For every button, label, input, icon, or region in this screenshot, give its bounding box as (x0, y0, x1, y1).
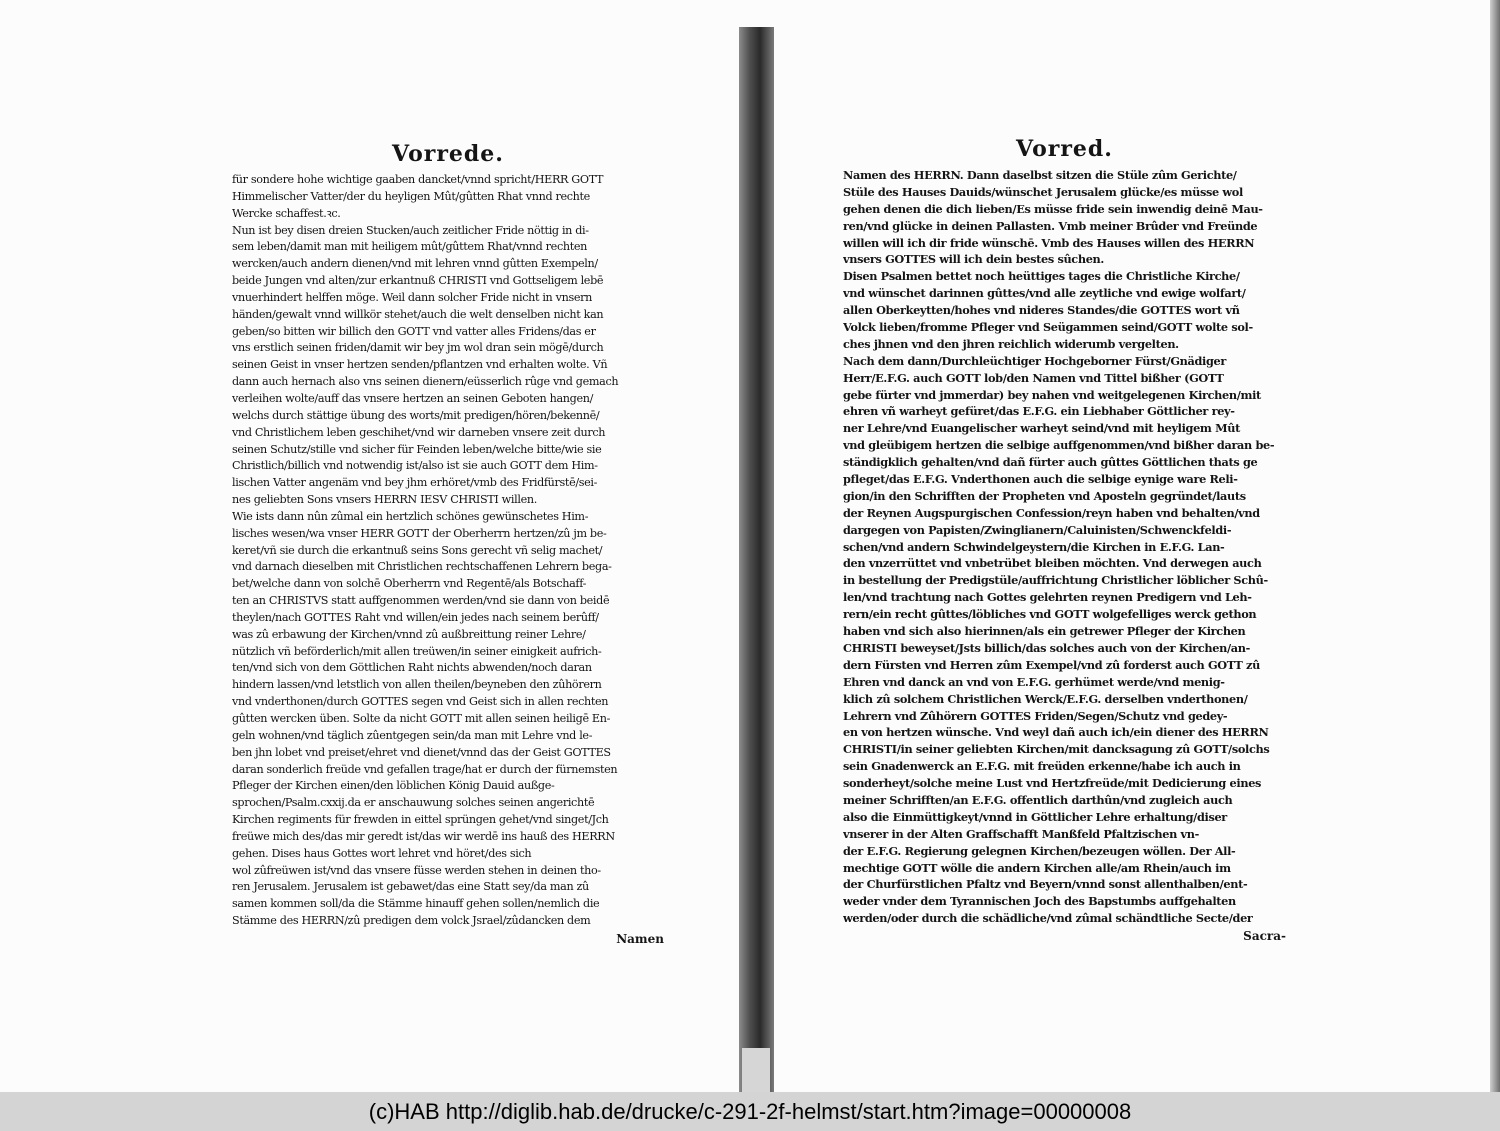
right-page-text-line: der Churfürstlichen Pfaltz vnd Beyern/vnnd sonst allenthalben/ent- (843, 877, 1248, 892)
left-page-text-line: vnd darnach dieselben mit Christlichen rechtschaffenen Lehrern bega- (232, 560, 612, 574)
right-page-text-line: mechtige GOTT wölle die andern Kirchen alle/am Rhein/auch im (843, 860, 1231, 875)
right-page-text-line: der E.F.G. Regierung gelegnen Kirchen/bezeugen wöllen. Der All- (843, 843, 1236, 858)
right-page-text-line: dern Fürsten vnd Herren zûm Exempel/vnd zû forderst auch GOTT zû (843, 657, 1260, 672)
left-page-text-line: ren Jerusalem. Jerusalem ist gebawet/das eine Statt sey/da man zû (232, 880, 589, 894)
right-page (843, 135, 1286, 945)
right-page-text-line: vnd wünschet darinnen gûttes/vnd alle zeytliche vnd ewige wolfart/ (843, 286, 1246, 301)
left-page-text-line: lischen Vatter angenäm vnd bey jhm erhöret/vmb des Fridfürstē/sei- (232, 476, 598, 490)
left-page-text-line: wol zûfreüwen ist/vnd das vnsere füsse werden stehen in deinen tho- (232, 863, 601, 877)
left-page-text-line: sem leben/damit man mit heiligem mût/gûttem Rhat/vnnd rechten (232, 240, 587, 254)
left-page-text-line: Himmelischer Vatter/der du heyligen Mût/gûtten Rhat vnnd rechte (232, 189, 590, 203)
right-page-text-line: gebe fürter vnd jmmerdar) bey nahen vnd weitgelegenen Kirchen/mit (843, 387, 1261, 402)
left-page-text-line: vns erstlich seinen friden/damit wir bey jm wol dran sein mögē/durch (232, 341, 604, 355)
right-page-text-line: sein Gnadenwerck an E.F.G. mit freüden erkenne/habe ich auch in (843, 759, 1241, 774)
right-page-text-line: Lehrern vnd Zûhörern GOTTES Friden/Segen/Schutz vnd gedey- (843, 708, 1228, 723)
left-page-text-line: ten/vnd sich von dem Göttlichen Raht nichts abwenden/noch daran (232, 661, 592, 675)
right-page-text-line: den vnzerrüttet vnd vnbetrübet bleiben möchten. Vnd derwegen auch (843, 556, 1262, 571)
left-page-text-line: Wercke schaffest.ꝛc. (232, 206, 341, 220)
left-page-text-line: Kirchen regiments für frewden in eittel sprüngen gehet/vnd singet/Jch (232, 813, 609, 827)
left-page-text-line: Stämme des HERRN/zû predigen dem volck Jsrael/zûdancken dem (232, 914, 591, 928)
right-page-text-line: sonderheyt/solche meine Lust vnd Hertzfreüde/mit Dedicierung eines (843, 776, 1262, 791)
right-page-catchword: Sacra- (1243, 929, 1286, 944)
left-page-text-line: daran sonderlich freüde vnd gefallen trage/hat er durch der fürnemsten (232, 762, 618, 776)
left-page-text-line: Christlich/billich vnd notwendig ist/also ist sie auch GOTT dem Him- (232, 459, 598, 473)
right-page-text-line: ner Lehre/vnd Euangelischer warheyt seind/vnd mit heyligem Mût (843, 421, 1241, 436)
right-page-text-line: dargegen von Papisten/Zwinglianern/Caluinisten/Schwenckfeldi- (843, 522, 1232, 537)
left-page-text-line: hindern lassen/vnd letstlich von allen theilen/beyneben den zûhörern (232, 678, 602, 692)
right-page-text-line: rern/ein recht gûttes/löbliches vnd GOTT wolgefelliges werck gethon (843, 607, 1257, 622)
right-page-text-line: CHRISTI beweyset/Jsts billich/das solches auch von der Kirchen/an- (843, 640, 1250, 655)
left-page-text-line: sprochen/Psalm.cxxij.da er anschauwung solches seinen angerichtē (232, 796, 595, 810)
right-page-text-line: Disen Psalmen bettet noch heüttiges tages die Christliche Kirche/ (843, 269, 1240, 284)
left-page-text-line: welchs durch stättige übung des worts/mit predigen/hören/bekennē/ (232, 408, 600, 422)
left-page-text-line: seinen Schutz/stille vnd sicher für Feinden leben/welche bitte/wie sie (232, 442, 602, 456)
right-page-heading: Vorred. (1016, 136, 1113, 162)
left-page-text-line: geln wohnen/vnd täglich zûentgegen sein/da man mit Lehre vnd le- (232, 728, 593, 742)
right-page-text-line: haben vnd sich also hierinnen/als ein getrewer Pfleger der Kirchen (843, 624, 1246, 639)
right-page-text-line: klich zû solchem Christlichen Werck/E.F.G. derselben vnderthonen/ (843, 691, 1248, 706)
footer-url-text: (c)HAB http://diglib.hab.de/drucke/c-291-2f-helmst/start.htm?image=00000008 (368, 1098, 1132, 1124)
left-page-text (232, 172, 664, 930)
copyright-footer (0, 1092, 1500, 1131)
right-page-text-line: allen Oberkeytten/hohes vnd nideres Standes/die GOTTES wort vñ (843, 303, 1240, 318)
left-page-text-line: dann auch hernach also vns seinen dienern/eüsserlich rûge vnd gemach (232, 375, 619, 389)
right-page-text-line: gehen denen die dich lieben/Es müsse fride sein inwendig deinē Mau- (843, 201, 1263, 216)
left-page-text-line: was zû erbawung der Kirchen/vnnd zû außbreittung reiner Lehre/ (232, 627, 586, 641)
right-page-text-line: werden/oder durch die schädliche/vnd zûmal schändtliche Secte/der (843, 911, 1253, 926)
left-page-text-line: Pfleger der Kirchen einen/den löblichen König Dauid außge- (232, 779, 555, 793)
right-page-text-line: vnserer in der Alten Graffschafft Manßfeld Pfaltzischen vn- (843, 826, 1199, 841)
left-page-text-line: keret/vñ sie durch die erkantnuß seins Sons gerecht vñ selig machet/ (232, 543, 603, 557)
left-page-text-line: händen/gewalt vnnd willkör stehet/auch die welt denselben nicht kan (232, 307, 604, 321)
left-page-text-line: ben jhn lobet vnd preiset/ehret vnd dienet/vnnd das der Geist GOTTES (232, 745, 611, 759)
right-page-text-line: in bestellung der Predigstüle/auffrichtung Christlicher löblicher Schû- (843, 573, 1268, 588)
right-page-text-line: len/vnd trachtung nach Gottes gelehrten reynen Predigern vnd Leh- (843, 590, 1252, 605)
right-page-text-line: gion/in den Schrifften der Propheten vnd Aposteln gegründet/lauts (843, 488, 1246, 503)
right-page-text-line: Volck lieben/fromme Pfleger vnd Seügammen seind/GOTT wolte sol- (843, 320, 1253, 335)
left-page-text-line: vnd Christlichem leben geschihet/vnd wir darneben vnsere zeit durch (232, 425, 606, 439)
left-page-text-line: wercken/auch andern dienen/vnd mit lehren vnnd gûtten Exempeln/ (232, 257, 598, 271)
right-page-text (843, 167, 1286, 927)
left-page-text-line: bet/welche dann von solchē Oberherrn vnd Regentē/als Botschaff- (232, 577, 587, 591)
right-page-text-line: willen will ich dir fride wünschē. Vmb des Hauses willen des HERRN (843, 235, 1255, 250)
left-page (232, 140, 664, 948)
left-page-text-line: gûtten wercken üben. Solte da nicht GOTT mit allen seinen heiligē En- (232, 712, 611, 725)
left-page-text-line: samen kommen soll/da die Stämme hinauff gehen sollen/nemlich die (232, 897, 600, 911)
right-page-text-line: ständigklich gehalten/vnd dañ fürter auch gûttes Göttlichen thats ge (843, 455, 1258, 470)
right-page-text-line: ches jhnen vnd den jhren reichlich widerumb vergelten. (843, 336, 1179, 351)
right-page-text-line: schen/vnd andern Schwindelgeystern/die Kirchen in E.F.G. Lan- (843, 539, 1225, 554)
left-page-text-line: nes geliebten Sons vnsers HERRN IESV CHRISTI willen. (232, 493, 537, 507)
right-page-text-line: pfleget/das E.F.G. Vnderthonen auch die selbige eynige ware Reli- (843, 472, 1238, 487)
right-page-text-line: Ehren vnd danck an vnd von E.F.G. gerhümet werde/vnd menig- (843, 674, 1225, 689)
right-page-text-line: weder vnder dem Tyrannischen Joch des Bapstumbs auffgehalten (843, 894, 1236, 909)
right-page-text-line: Namen des HERRN. Dann daselbst sitzen die Stüle zûm Gerichte/ (843, 168, 1237, 182)
right-page-text-line: ren/vnd glücke in deinen Pallasten. Vmb meiner Brûder vnd Freünde (843, 218, 1258, 233)
left-page-text-line: theylen/nach GOTTES Raht vnd willen/ein jedes nach seinem berûff/ (232, 610, 599, 624)
left-page-text-line: Wie ists dann nûn zûmal ein hertzlich schönes gewünschetes Him- (232, 509, 589, 523)
page-edge-shadow (1490, 0, 1500, 1092)
right-page-text-line: Herr/E.F.G. auch GOTT lob/den Namen vnd Tittel bißher (GOTT (843, 370, 1224, 385)
left-page-text-line: verleihen wolte/auff das vnsere hertzen an seinen Geboten hangen/ (232, 391, 594, 405)
left-page-text-line: seinen Geist in vnser hertzen senden/pflantzen vnd erhalten wolte. Vñ (232, 358, 608, 372)
left-page-text-line: beide Jungen vnd alten/zur erkantnuß CHRISTI vnd Gottseligem lebē (232, 274, 604, 288)
left-page-text-line: ten an CHRISTVS statt auffgenommen werden/vnd sie dann von beidē (232, 594, 610, 608)
left-page-catchword: Namen (616, 931, 664, 946)
right-page-text-line: vnsers GOTTES will ich dein bestes sûchen. (843, 252, 1104, 267)
left-page-text-line: geben/so bitten wir billich den GOTT vnd vatter alles Fridens/das er (232, 324, 596, 338)
left-page-text-line: für sondere hohe wichtige gaaben dancket/vnnd spricht/HERR GOTT (232, 173, 604, 186)
right-page-text-line: CHRISTI/in seiner geliebten Kirchen/mit dancksagung zû GOTT/solchs (843, 742, 1270, 757)
left-page-text-line: gehen. Dises haus Gottes wort lehret vnd höret/des sich (232, 846, 532, 860)
left-page-text-line: vnuerhindert helffen möge. Weil dann solcher Fride nicht in vnsern (232, 290, 592, 304)
right-page-text-line: vnd gleübigem hertzen die selbige auffgenommen/vnd bißher daran be- (843, 438, 1275, 453)
right-page-text-line: ehren vñ warheyt gefüret/das E.F.G. ein Liebhaber Göttlicher rey- (843, 404, 1235, 419)
left-page-text-line: Nun ist bey disen dreien Stucken/auch zeitlicher Fride nöttig in di- (232, 223, 589, 237)
left-page-text-line: freüwe mich des/das mir geredt ist/das wir werdē ins hauß des HERRN (232, 829, 615, 843)
right-page-text-line: en von hertzen wünsche. Vnd weyl dañ auch ich/ein diener des HERRN (843, 725, 1269, 740)
left-page-text-line: vnd vnderthonen/durch GOTTES segen vnd Geist sich in allen rechten (232, 695, 609, 709)
left-page-heading: Vorrede. (392, 141, 504, 167)
left-page-text-line: lisches wesen/wa vnser HERR GOTT der Oberherrn hertzen/zû jm be- (232, 526, 607, 540)
right-page-text-line: Nach dem dann/Durchleüchtiger Hochgeborner Fürst/Gnädiger (843, 353, 1226, 368)
right-page-text-line: der Reynen Augspurgischen Confession/reyn haben vnd behalten/vnd (843, 505, 1260, 520)
left-page-text-line: nützlich vñ beförderlich/mit allen treüwen/in seiner einigkeit aufrich- (232, 644, 602, 658)
right-page-text-line: meiner Schrifften/an E.F.G. offentlich darthûn/vnd zugleich auch (843, 792, 1233, 807)
book-gutter (739, 27, 774, 1092)
right-page-text-line: Stüle des Hauses Dauids/wünschet Jerusalem glücke/es müsse wol (843, 184, 1243, 199)
right-page-text-line: also die Einmüttigkeyt/vnnd in Göttlicher Lehre erhaltung/diser (843, 809, 1227, 824)
gutter-notch (742, 1048, 770, 1092)
